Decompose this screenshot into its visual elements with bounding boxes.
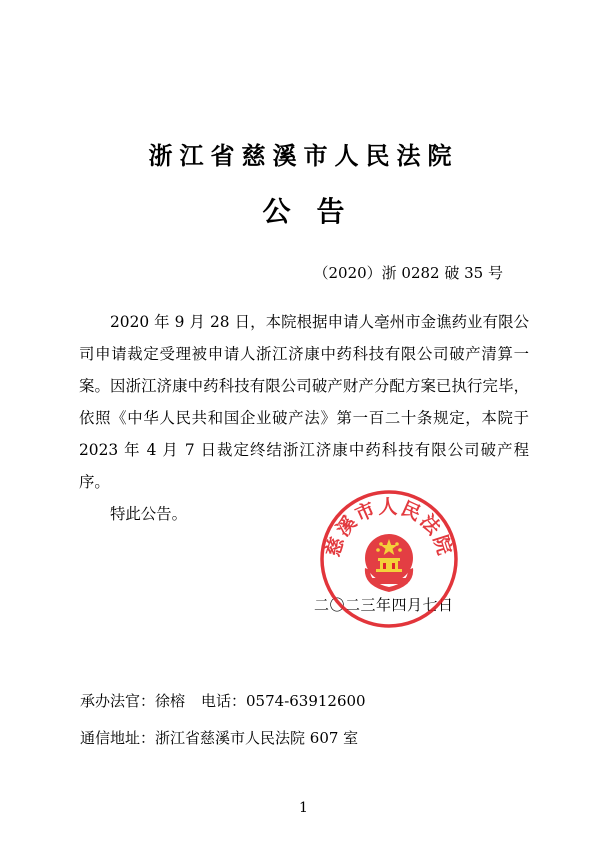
body-paragraph: 2020 年 9 月 28 日，本院根据申请人亳州市金谯药业有限公司申请裁定受理被申请人浙江济康中药科技有限公司破产清算一案。因浙江济康中药科技有限公司破产财产分配方案已执行完毕，依照《中华人民共和国企业破产法》第一百二十条规定，本院于 2023 年 4 月 7 日裁定终结浙江济康中药科技有限公司破产程序。 xyxy=(79,313,529,491)
closing-paragraph: 特此公告。 xyxy=(110,505,187,523)
notice-body xyxy=(79,306,529,530)
case-number: （2020）浙 0282 破 35 号 xyxy=(313,264,503,282)
page-number: 1 xyxy=(299,800,308,816)
phone-number: 电话：0574-63912600 xyxy=(201,692,366,710)
court-title: 浙江省慈溪市人民法院 xyxy=(148,141,459,170)
mailing-address: 通信地址：浙江省慈溪市人民法院 607 室 xyxy=(80,729,359,747)
notice-title: 公告 xyxy=(262,195,371,228)
date: 二〇二三年四月七日 xyxy=(314,596,454,614)
court-seal xyxy=(318,488,460,630)
contact-line xyxy=(80,690,366,711)
judge-name: 承办法官：徐榕 xyxy=(80,692,186,710)
seal-text: 慈溪市人民法院 xyxy=(321,495,457,560)
